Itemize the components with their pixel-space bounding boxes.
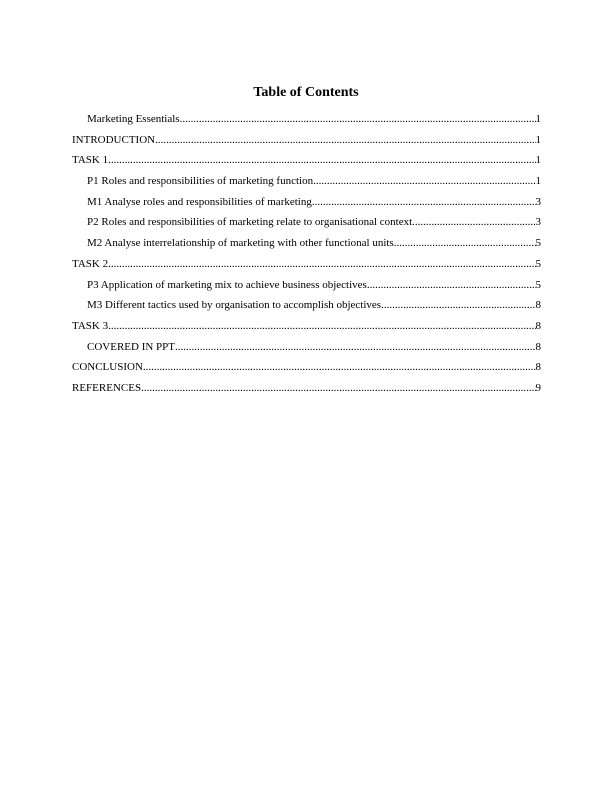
toc-entry[interactable] <box>72 320 541 341</box>
toc-entry[interactable] <box>72 279 541 300</box>
toc-entry[interactable] <box>72 134 541 155</box>
toc-dot-leader <box>312 196 536 209</box>
toc-entry-label: TASK 3 <box>72 319 109 332</box>
toc-entry-page-number: 3 <box>535 216 541 229</box>
toc-list <box>72 113 541 403</box>
toc-entry-page-number: 8 <box>535 340 541 353</box>
toc-entry-page-number: 8 <box>535 319 541 332</box>
toc-entry[interactable] <box>72 175 541 196</box>
toc-entry-label: TASK 2 <box>72 257 109 270</box>
toc-dot-leader <box>108 258 535 271</box>
toc-entry-page-number: 1 <box>535 154 541 167</box>
toc-entry-label: COVERED IN PPT <box>87 340 176 353</box>
toc-entry-page-number: 5 <box>535 257 541 270</box>
toc-dot-leader <box>412 216 535 229</box>
toc-entry-label: REFERENCES <box>72 381 142 394</box>
toc-entry[interactable] <box>72 196 541 217</box>
toc-title: Table of Contents <box>253 85 359 100</box>
toc-entry-page-number: 1 <box>535 175 541 188</box>
toc-dot-leader <box>143 361 536 374</box>
toc-entry-page-number: 1 <box>535 113 541 125</box>
toc-entry[interactable] <box>72 299 541 320</box>
toc-dot-leader <box>108 154 535 167</box>
toc-dot-leader <box>155 134 535 147</box>
toc-dot-leader <box>394 237 536 250</box>
toc-entry[interactable] <box>72 258 541 279</box>
toc-entry[interactable] <box>72 382 541 403</box>
toc-dot-leader <box>175 341 535 354</box>
toc-entry-label: M2 Analyse interrelationship of marketing with other functional units <box>87 237 394 250</box>
toc-entry-label: M3 Different tactics used by organisation to accomplish objectives <box>87 299 382 312</box>
toc-entry-page-number: 5 <box>535 237 541 250</box>
toc-entry-label: TASK 1 <box>72 154 109 167</box>
toc-entry-label: P2 Roles and responsibilities of marketing relate to organisational context <box>87 216 413 229</box>
toc-entry-page-number: 8 <box>535 299 541 312</box>
toc-entry-label: CONCLUSION <box>72 361 143 374</box>
toc-entry-page-number: 3 <box>535 195 541 208</box>
toc-entry[interactable] <box>72 237 541 258</box>
toc-dot-leader <box>381 299 535 312</box>
toc-entry-page-number: 8 <box>535 361 541 374</box>
toc-entry[interactable] <box>72 154 541 175</box>
toc-entry[interactable] <box>72 361 541 382</box>
toc-dot-leader <box>313 175 535 188</box>
toc-entry-page-number: 9 <box>535 381 541 394</box>
toc-entry[interactable] <box>72 341 541 362</box>
toc-dot-leader <box>180 113 536 126</box>
toc-entry-label: M1 Analyse roles and responsibilities of marketing <box>87 195 312 208</box>
toc-entry-page-number: 1 <box>535 133 541 146</box>
toc-dot-leader <box>108 320 535 333</box>
toc-entry[interactable] <box>72 113 541 134</box>
toc-entry-label: P3 Application of marketing mix to achieve business objectives <box>87 278 367 291</box>
toc-dot-leader <box>141 382 535 395</box>
toc-entry-label: P1 Roles and responsibilities of marketing function <box>87 175 314 188</box>
toc-dot-leader <box>367 279 536 292</box>
toc-entry-page-number: 5 <box>535 278 541 291</box>
toc-entry-label: INTRODUCTION <box>72 133 156 146</box>
toc-entry[interactable] <box>72 216 541 237</box>
toc-entry-label: Marketing Essentials <box>87 113 180 125</box>
